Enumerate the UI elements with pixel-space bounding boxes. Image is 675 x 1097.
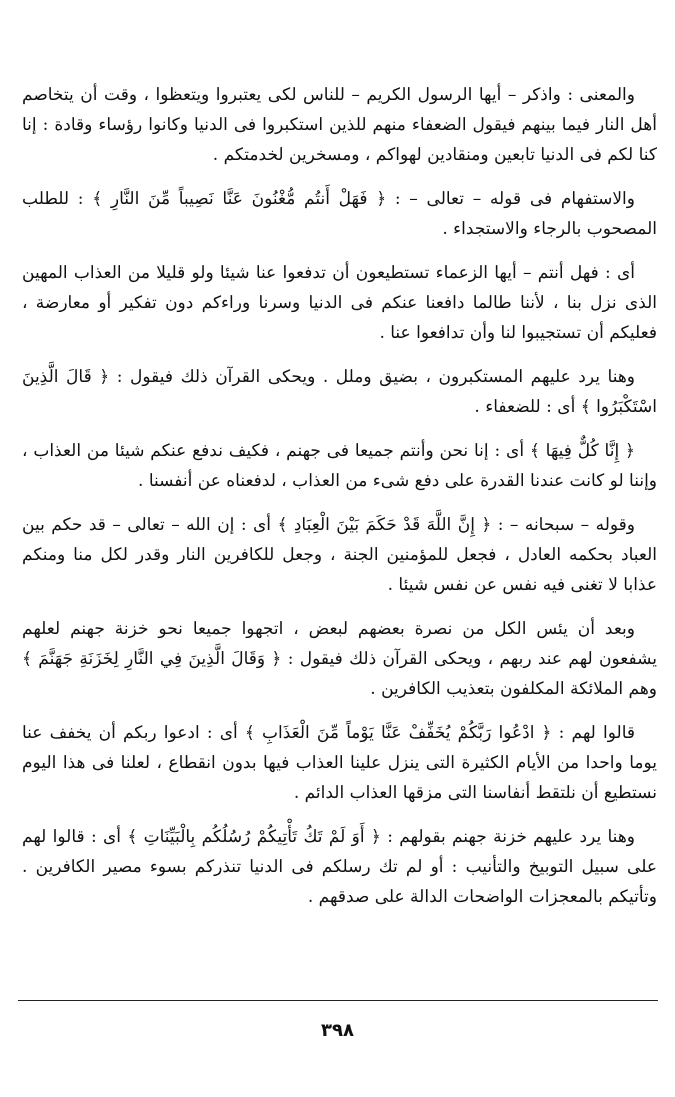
- page-number: ٣٩٨: [321, 1020, 354, 1041]
- paragraph-2: والاستفهام فى قوله – تعالى – : ﴿ فَهَلْ أَنتُم مُّغْنُونَ عَنَّا نَصِيباً مِّنَ النَّارِ ﴾ : للطلب المصحوب بالرجاء والاستجداء .: [22, 189, 657, 239]
- paragraph-8: قالوا لهم : ﴿ ادْعُوا رَبَّكُمْ يُخَفِّفْ عَنَّا يَوْماً مِّنَ الْعَذَابِ ﴾ أى : ادعوا ربكم أن يخفف عنا يوما واحدا من الأيام الكثيرة التى ينزل علينا العذاب فيها بدون انقطاع ، لعلنا فى هذا اليوم نستطيع أن نلتقط أنفاسنا التى مزقها العذاب الدائم .: [22, 723, 657, 803]
- paragraph-3: أى : فهل أنتم – أيها الزعماء تستطيعون أن تدفعوا عنا شيئا ولو قليلا من العذاب المهين الذى نزل بنا ، لأننا طالما دافعنا عنكم فى الدنيا وسرنا وراءكم دون تفكير أو معارضة ، فعليكم أن تستجيبوا لنا وأن تدافعوا عنا .: [22, 263, 657, 343]
- paragraph-6: وقوله – سبحانه – : ﴿ إِنَّ اللَّهَ قَدْ حَكَمَ بَيْنَ الْعِبَادِ ﴾ أى : إن الله – تعالى – قد حكم بين العباد بحكمه العادل ، فجعل للمؤمنين الجنة ، وجعل للكافرين النار وقدر لكل منا ومنكم عذابا لا تغنى فيه نفس عن نفس شيئا .: [22, 515, 657, 595]
- paragraph-7: وبعد أن يئس الكل من نصرة بعضهم لبعض ، اتجهوا جميعا نحو خزنة جهنم لعلهم يشفعون لهم عند ربهم ، ويحكى القرآن ذلك فيقول : ﴿ وَقَالَ الَّذِينَ فِي النَّارِ لِخَزَنَةِ جَهَنَّمَ ﴾ وهم الملائكة المكلفون بتعذيب الكافرين .: [22, 619, 657, 699]
- page-body: [22, 80, 657, 912]
- paragraph-5: ﴿ إِنَّا كُلٌّ فِيهَا ﴾ أى : إنا نحن وأنتم جميعا فى جهنم ، فكيف ندفع عنكم شيئا من العذاب ، وإننا لو كانت عندنا القدرة على دفع شىء من العذاب ، لدفعناه عن أنفسنا .: [22, 441, 657, 491]
- footer-divider: [18, 1000, 658, 1001]
- paragraph-4: وهنا يرد عليهم المستكبرون ، بضيق وملل . ويحكى القرآن ذلك فيقول : ﴿ قَالَ الَّذِينَ اسْتَكْبَرُوا ﴾ أى : للضعفاء .: [22, 367, 657, 417]
- paragraph-9: وهنا يرد عليهم خزنة جهنم بقولهم : ﴿ أَوَ لَمْ تَكُ تَأْتِيكُمْ رُسُلُكُم بِالْبَيِّنَاتِ ﴾ أى : قالوا لهم على سبيل التوبيخ والتأنيب : أو لم تك رسلكم فى الدنيا تنذركم بسوء مصير الكافرين . وتأتيكم بالمعجزات الواضحات الدالة على صدقهم .: [22, 827, 657, 907]
- paragraph-1: والمعنى : واذكر – أيها الرسول الكريم – للناس لكى يعتبروا ويتعظوا ، وقت أن يتخاصم أهل النار فيما بينهم فيقول الضعفاء منهم للذين استكبروا فى الدنيا وكانوا رؤساء وقادة : إنا كنا لكم فى الدنيا تابعين ومنقادين لهواكم ، ومسخرين لخدمتكم .: [22, 85, 657, 165]
